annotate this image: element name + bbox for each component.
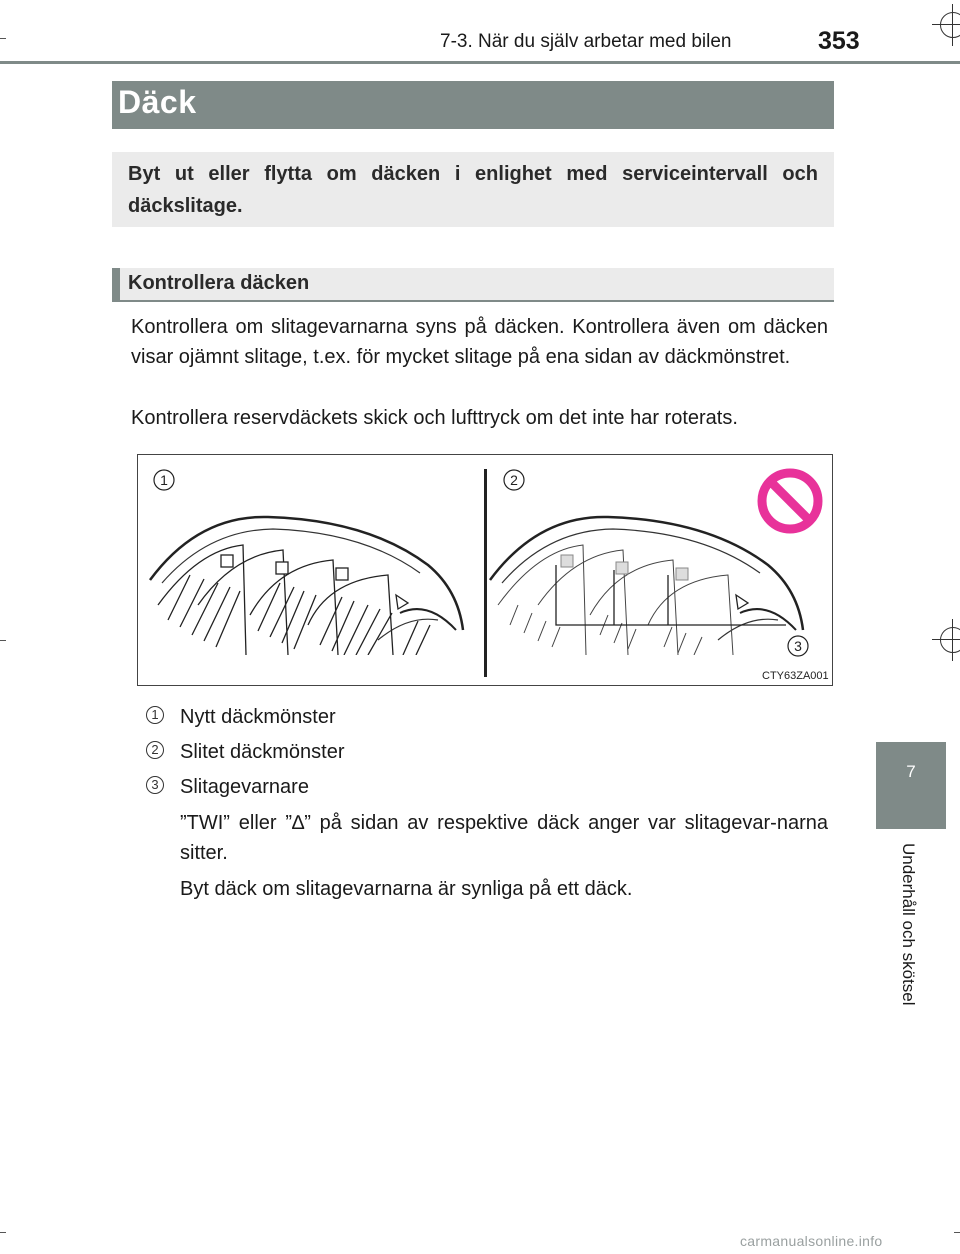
header-rule [0,61,960,64]
paragraph: Kontrollera om slitagevarnarna syns på däcken. Kontrollera även om däcken visar ojämnt slitage, t.ex. för mycket slitage på ena sidan av däckmönstret. [131,316,828,368]
registration-mark-icon [940,12,960,38]
prohibition-icon [762,473,818,529]
subheading: Kontrollera däcken [128,272,310,294]
registration-mark-icon [940,627,960,653]
watermark: carmanualsonline.info [740,1233,883,1249]
subheading-accent [112,268,120,302]
callout-1 [154,470,174,490]
figure-code: CTY63ZA001 [762,670,829,682]
callout-2 [504,470,524,490]
title-bar [112,81,834,129]
legend-number: 3 [146,776,164,794]
crop-mark [0,38,6,39]
worn-tire-drawing [490,517,803,655]
legend-number: 1 [146,706,164,724]
chapter-label: Underhåll och skötsel [899,842,918,1006]
callout-label: 2 [510,472,518,488]
legend-text: Slitagevarnare [180,776,309,798]
callout-3 [788,636,808,656]
paragraph: Kontrollera reservdäckets skick och lufttryck om det inte har roterats. [131,407,738,429]
page-title: Däck [118,84,197,120]
legend-text: Slitet däckmönster [180,741,345,763]
tire-figure [137,454,833,686]
crop-mark [0,1232,6,1233]
note-paragraph: Byt däck om slitagevarnarna är synliga på ett däck. [180,878,633,900]
crop-mark [954,1232,960,1233]
tire-illustration [138,455,832,685]
intro-box: Byt ut eller flytta om däcken i enlighet med serviceintervall och däckslitage. [112,152,834,227]
section-title: 7-3. När du själv arbetar med bilen [440,31,732,52]
chapter-tab[interactable] [876,742,946,829]
chapter-number: 7 [906,762,916,781]
callout-label: 3 [794,638,802,654]
legend-text: Nytt däckmönster [180,706,336,728]
note-paragraph: ”TWI” eller ”∆” på sidan av respektive däck anger var slitagevar-narna sitter. [180,812,828,864]
new-tire-drawing [150,517,463,655]
page-number: 353 [818,27,860,55]
legend-number: 2 [146,741,164,759]
crop-mark [0,640,6,641]
callout-label: 1 [160,472,168,488]
figure-divider [484,469,487,677]
